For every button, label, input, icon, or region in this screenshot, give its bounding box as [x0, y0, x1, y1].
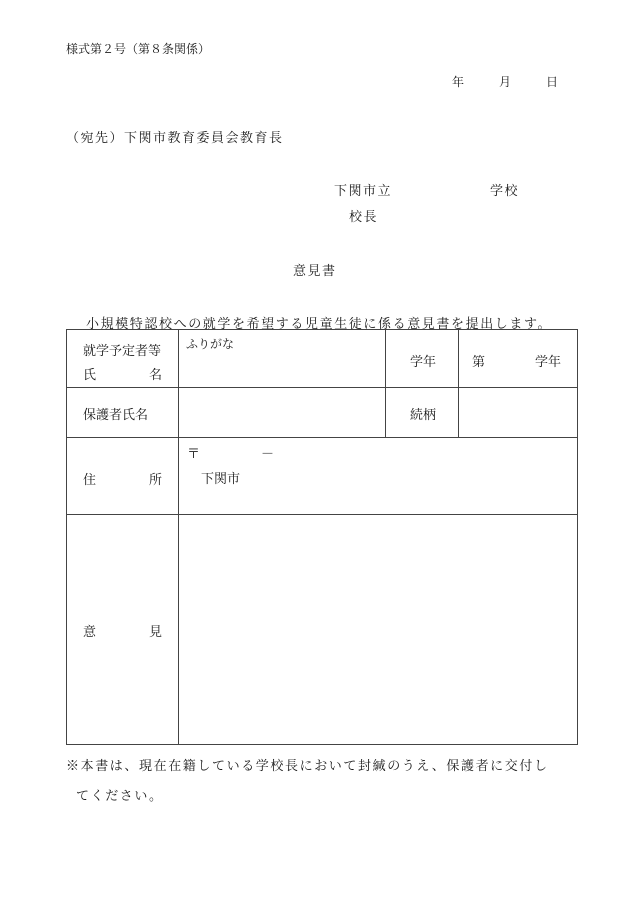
- furigana-label: ふりがな: [186, 337, 235, 351]
- grade-label: 学年: [410, 355, 437, 370]
- opinion-form-table: [66, 329, 578, 745]
- postal-mark: 〒: [187, 447, 201, 462]
- grade-label-cell: [386, 330, 459, 388]
- date-year-label: 年: [452, 75, 465, 89]
- guardian-name-field[interactable]: [179, 388, 386, 438]
- opinion-label-b: 見: [149, 625, 163, 640]
- grade-field[interactable]: [459, 330, 578, 388]
- guardian-label-cell: [67, 388, 179, 438]
- grade-suffix: 学年: [535, 355, 562, 370]
- date-month-label: 月: [499, 75, 512, 89]
- address-row: [67, 438, 578, 515]
- student-label-line1: 就学予定者等: [83, 344, 162, 359]
- school-prefix: 下関市立: [334, 184, 393, 199]
- student-row: [67, 330, 578, 388]
- student-label-cell: [67, 330, 179, 388]
- document-title: 意見書: [293, 264, 337, 279]
- address-label-b: 所: [149, 473, 163, 488]
- address-label-a: 住: [83, 473, 97, 488]
- relation-label: 続柄: [410, 408, 437, 423]
- student-label-name-b: 名: [149, 368, 163, 383]
- form-number: 様式第２号（第８条関係）: [66, 42, 211, 56]
- date-day-label: 日: [546, 75, 559, 89]
- student-name-field[interactable]: [179, 330, 386, 388]
- addressee: （宛先）下関市教育委員会教育長: [66, 131, 284, 146]
- postal-dash: －: [261, 447, 275, 462]
- opinion-field[interactable]: [179, 515, 578, 745]
- note-line1: ※本書は、現在在籍している学校長において封緘のうえ、保護者に交付し: [66, 759, 549, 774]
- guardian-label: 保護者氏名: [83, 408, 149, 423]
- student-label-name-a: 氏: [83, 368, 97, 383]
- opinion-row: [67, 515, 578, 745]
- address-field[interactable]: [179, 438, 578, 515]
- grade-prefix: 第: [472, 355, 486, 370]
- principal-label: 校長: [349, 210, 379, 225]
- intro-text: 小規模特認校への就学を希望する児童生徒に係る意見書を提出します。: [86, 317, 553, 332]
- guardian-row: [67, 388, 578, 438]
- address-label-cell: [67, 438, 179, 515]
- note-line2: てください。: [76, 789, 164, 804]
- school-suffix: 学校: [490, 184, 520, 199]
- relation-field[interactable]: [459, 388, 578, 438]
- address-city: 下関市: [201, 472, 241, 487]
- opinion-label-cell: [67, 515, 179, 745]
- relation-label-cell: [386, 388, 459, 438]
- opinion-label-a: 意: [83, 625, 97, 640]
